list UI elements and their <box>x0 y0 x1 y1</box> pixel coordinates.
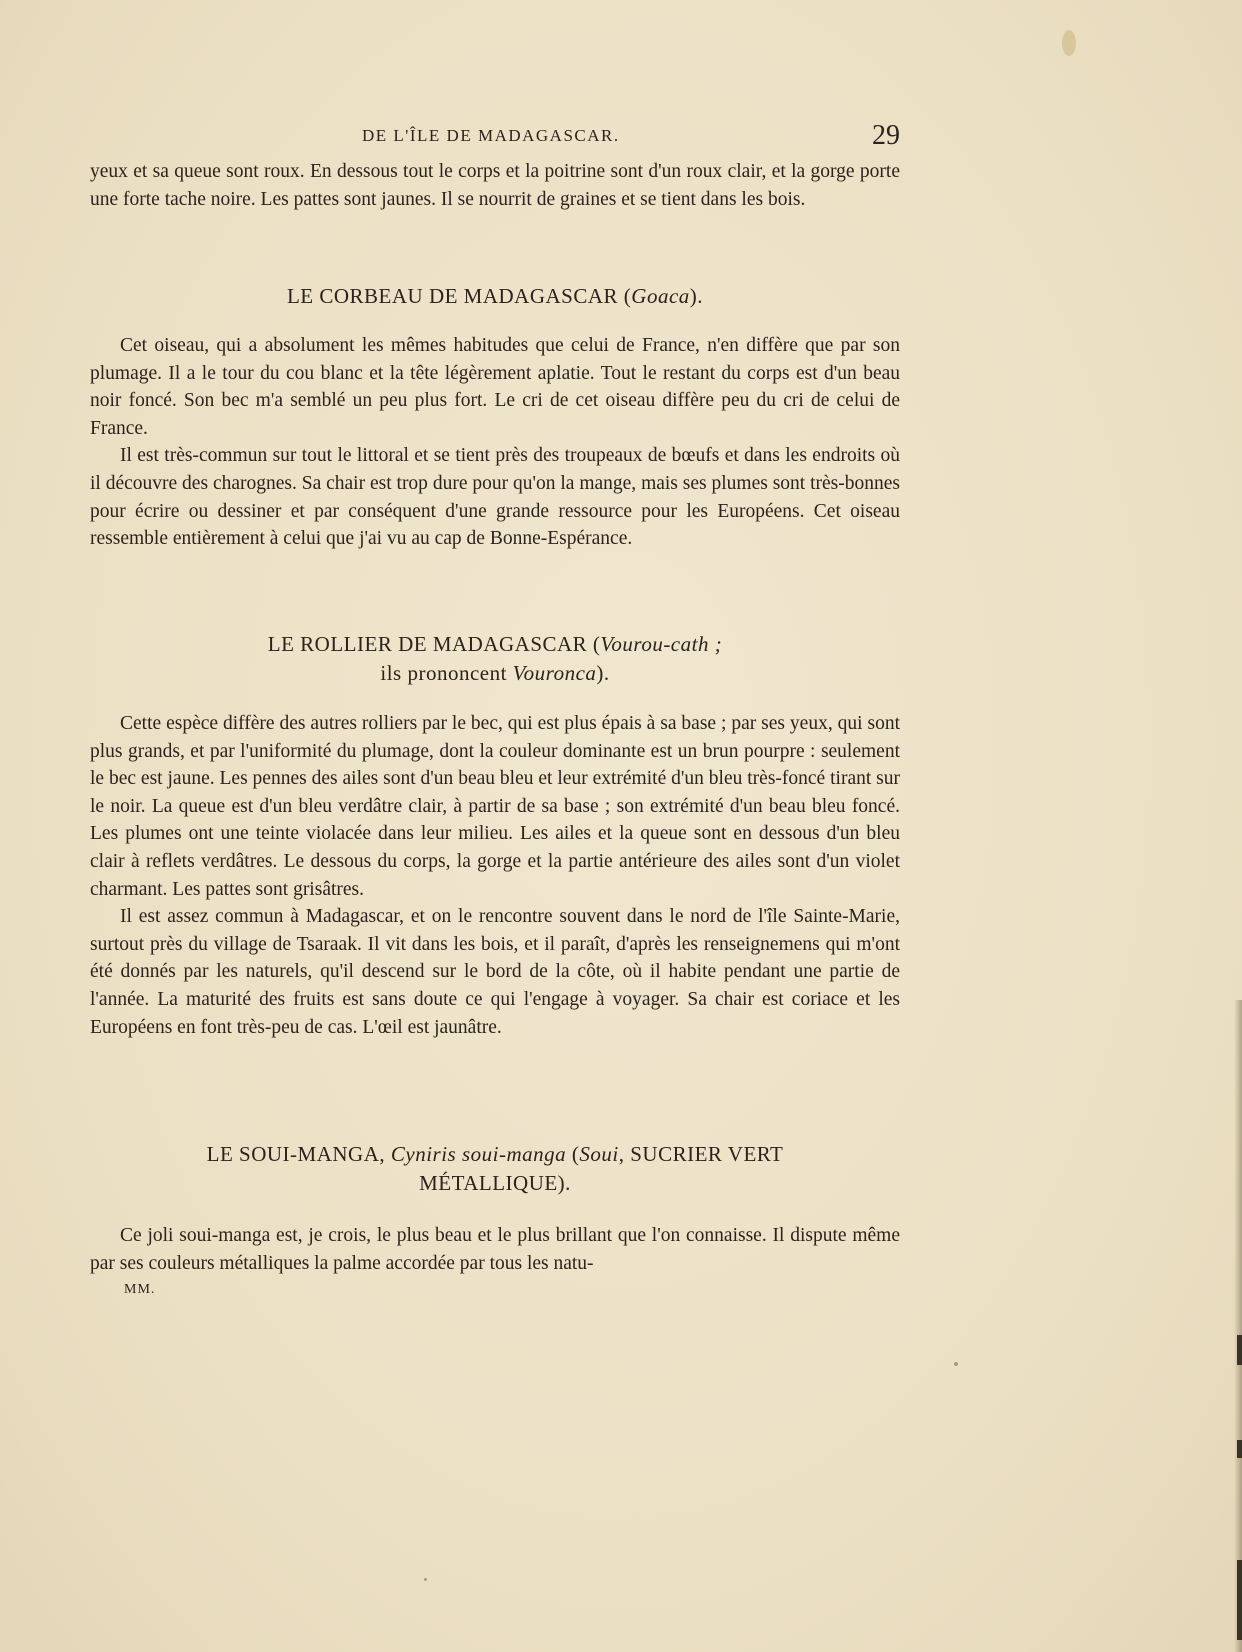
catchword: MM. <box>124 1282 156 1297</box>
paragraph: Il est assez commun à Madagascar, et on le rencontre souvent dans le nord de l'île Sainte-Marie, surtout près du village de Tsaraak. Il vit dans les bois, et il paraît, d'après les renseignemens qui m'ont été donnés par les naturels, qu'il descend sur le bord de la côte, où il habite pendant une partie de l'année. La maturité des fruits est sans doute ce qui l'engage à voyager. Sa chair est coriace et les Européens en font très-peu de cas. L'œil est jaunâtre. <box>90 906 900 1038</box>
page-edge-shadow <box>1234 1000 1242 1652</box>
paragraph: Il est très-commun sur tout le littoral et se tient près des troupeaux de bœufs et dans les endroits où il découvre des charognes. Sa chair est trop dure pour qu'on la mange, mais ses plumes sont très-bonnes pour écrire ou dessiner et par conséquent d'une grande ressource pour les Européens. Cet oiseau ressemble entièrement à celui que j'ai vu au cap de Bonne-Espérance. <box>90 445 900 550</box>
section-heading-souimanga <box>90 1140 900 1198</box>
edge-mark <box>1237 1560 1242 1640</box>
edge-mark <box>1237 1335 1242 1365</box>
section-heading-rollier <box>90 630 900 688</box>
edge-mark <box>1237 1440 1242 1458</box>
heading-line <box>90 630 900 659</box>
heading-line <box>90 659 900 688</box>
paragraph: yeux et sa queue sont roux. En dessous tout le corps et la poitrine sont d'un roux clair, et la gorge porte une forte tache noire. Les pattes sont jaunes. Il se nourrit de graines et se tient dans les bois. <box>90 161 900 210</box>
section-heading-corbeau <box>90 282 900 311</box>
heading-text: LE SOUI-MANGA, <box>206 1142 391 1166</box>
paper-stain <box>1062 30 1076 56</box>
paragraph: Ce joli soui-manga est, je crois, le plus beau et le plus brillant que l'on connaisse. Il dispute même par ses couleurs métalliques la palme accordée par tous les natu- <box>90 1225 900 1274</box>
paragraph: Cet oiseau, qui a absolument les mêmes habitudes que celui de France, n'en diffère que par son plumage. Il a le tour du cou blanc et la tête légèrement aplatie. Tout le restant du corps est d'un beau noir foncé. Son bec m'a semblé un peu plus fort. Le cri de cet oiseau diffère peu du cri de celui de France. <box>90 335 900 439</box>
heading-line <box>90 1140 900 1169</box>
heading-line: MÉTALLIQUE). <box>419 1171 571 1195</box>
paragraph: Cette espèce diffère des autres rolliers par le bec, qui est plus épais à sa base ; par ses yeux, qui sont plus grands, et par l'uniformité du plumage, dont la couleur dominante est un brun pourpre : seulement le bec est jaune. Les pennes des ailes sont d'un beau bleu et leur extrémité d'un bleu très-foncé tirant sur le noir. La queue est d'un bleu verdâtre clair, à partir de sa base ; son extrémité d'un beau bleu foncé. Les plumes ont une teinte violacée dans leur milieu. Les ailes et la queue sont en dessous d'un bleu clair à reflets verdâtres. Le dessous du corps, la gorge et la partie antérieure des ailes sont d'un violet charmant. Les pattes sont grisâtres. <box>90 713 900 900</box>
heading-italic: Vourou-cath ; <box>600 632 723 656</box>
heading-tail: ). <box>689 284 704 308</box>
heading-tail: , SUCRIER VERT <box>618 1142 784 1166</box>
heading-italic: Goaca <box>631 284 690 308</box>
paper-speck <box>424 1578 427 1581</box>
section-body-corbeau <box>90 332 900 553</box>
page-number: 29 <box>872 120 900 151</box>
heading-text: ils prononcent <box>380 661 513 685</box>
heading-text: LE CORBEAU DE MADAGASCAR ( <box>286 284 632 308</box>
heading-text: ( <box>566 1142 580 1166</box>
heading-italic: Cyniris soui-manga <box>390 1142 567 1166</box>
paper-speck <box>954 1362 958 1366</box>
running-head <box>90 120 900 150</box>
intro-paragraph <box>90 158 900 213</box>
section-body-rollier <box>90 710 900 1041</box>
section-body-souimanga <box>90 1222 900 1277</box>
heading-text: LE ROLLIER DE MADAGASCAR ( <box>267 632 601 656</box>
heading-tail: ). <box>596 661 610 685</box>
running-title: DE L'ÎLE DE MADAGASCAR. <box>362 126 620 145</box>
heading-italic: Vouronca <box>512 661 597 685</box>
heading-italic: Soui <box>579 1142 619 1166</box>
